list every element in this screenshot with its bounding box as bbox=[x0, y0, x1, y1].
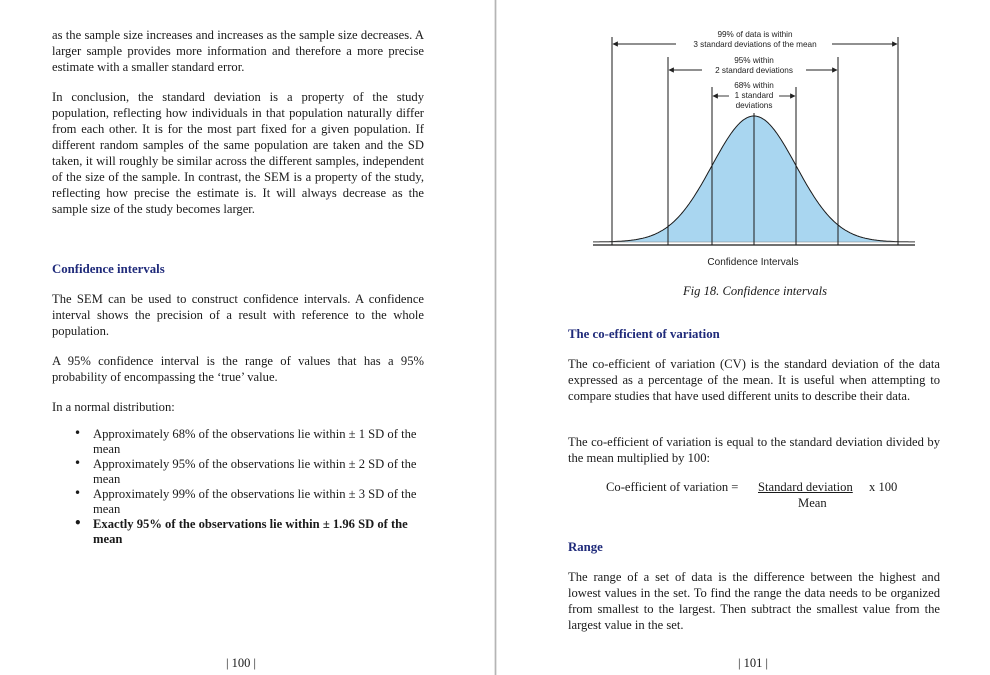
label-68-line1: 68% within bbox=[734, 81, 774, 90]
figure-caption: Fig 18. Confidence intervals bbox=[682, 284, 828, 298]
page-number-right: | 101 | bbox=[737, 656, 768, 670]
page-number-left: | 100 | bbox=[225, 656, 256, 670]
list-item: • Exactly 95% of the observations lie within ± 1.96 SD of the mean bbox=[74, 516, 408, 546]
bullet-dot-icon: • bbox=[74, 486, 82, 500]
label-95-line1: 95% within bbox=[734, 56, 774, 65]
diagram-title: Confidence Intervals bbox=[707, 257, 799, 268]
left-page bbox=[0, 0, 494, 675]
paragraph-95-ci: A 95% confidence interval is the range of values that has a 95% probability of encompassing the ‘true’ value. bbox=[52, 354, 424, 384]
paragraph-sem-ci: The SEM can be used to construct confidence intervals. A confidence interval shows the precision of a result with reference to the whole population. bbox=[52, 292, 424, 338]
formula-numerator: Standard deviation bbox=[758, 480, 853, 494]
list-item: • Approximately 95% of the observations lie within ± 2 SD of the mean bbox=[74, 456, 417, 486]
bullet-dot-icon: • bbox=[74, 426, 82, 440]
list-item: • Approximately 68% of the observations lie within ± 1 SD of the mean bbox=[74, 426, 417, 456]
bullet-dot-icon: • bbox=[74, 456, 82, 470]
normal-curve-diagram bbox=[590, 25, 920, 275]
formula-label: Co-efficient of variation = bbox=[606, 480, 739, 494]
bullet-dot-icon: • bbox=[74, 516, 82, 530]
confidence-intervals-figure bbox=[590, 25, 920, 275]
paragraph-cv-definition: The co-efficient of variation (CV) is the standard deviation of the data expressed as a percentage of the mean. It is useful when attempting to compare studies that have used different units to describe their data. bbox=[568, 357, 940, 403]
label-68-line3: deviations bbox=[735, 101, 773, 110]
paragraph-cv-formula-intro: The co-efficient of variation is equal to the standard deviation divided by the mean multiplied by 100: bbox=[568, 435, 940, 465]
label-68-line2: 1 standard bbox=[734, 91, 774, 100]
heading-confidence-intervals: Confidence intervals bbox=[52, 262, 165, 276]
list-item: • Approximately 99% of the observations lie within ± 3 SD of the mean bbox=[74, 486, 417, 516]
paragraph-conclusion: In conclusion, the standard deviation is a property of the study population, reflecting how individuals in that population naturally differ from each other. It is for the most part fixed for a given population. If different random samples of the same population are taken and the SD taken, it will roughly be similar across the different samples, independent of the size of the sample. In contrast, the SEM is a property of the study, reflecting how precise the estimate is. It will always decrease as the sample size of the study becomes larger. bbox=[52, 90, 424, 216]
formula-multiplier: x 100 bbox=[869, 480, 898, 494]
heading-range: Range bbox=[568, 540, 603, 554]
paragraph-normal-distribution: In a normal distribution: bbox=[52, 400, 175, 414]
bullet-list bbox=[52, 427, 424, 547]
label-99-line2: 3 standard deviations of the mean bbox=[693, 40, 817, 49]
label-95-line2: 2 standard deviations bbox=[715, 66, 793, 75]
paragraph-sample-size: as the sample size increases and increases as the sample size decreases. A larger sample provides more information and therefore a more precise estimate with a smaller standard error. bbox=[52, 28, 424, 74]
formula-denominator: Mean bbox=[798, 496, 827, 510]
heading-coefficient-of-variation: The co-efficient of variation bbox=[568, 327, 720, 341]
paragraph-range: The range of a set of data is the difference between the highest and lowest values in the set. To find the range the data needs to be organized from smallest to the largest. Then subtract the smallest value from the largest value in the set. bbox=[568, 570, 940, 632]
label-99-line1: 99% of data is within bbox=[717, 30, 793, 39]
